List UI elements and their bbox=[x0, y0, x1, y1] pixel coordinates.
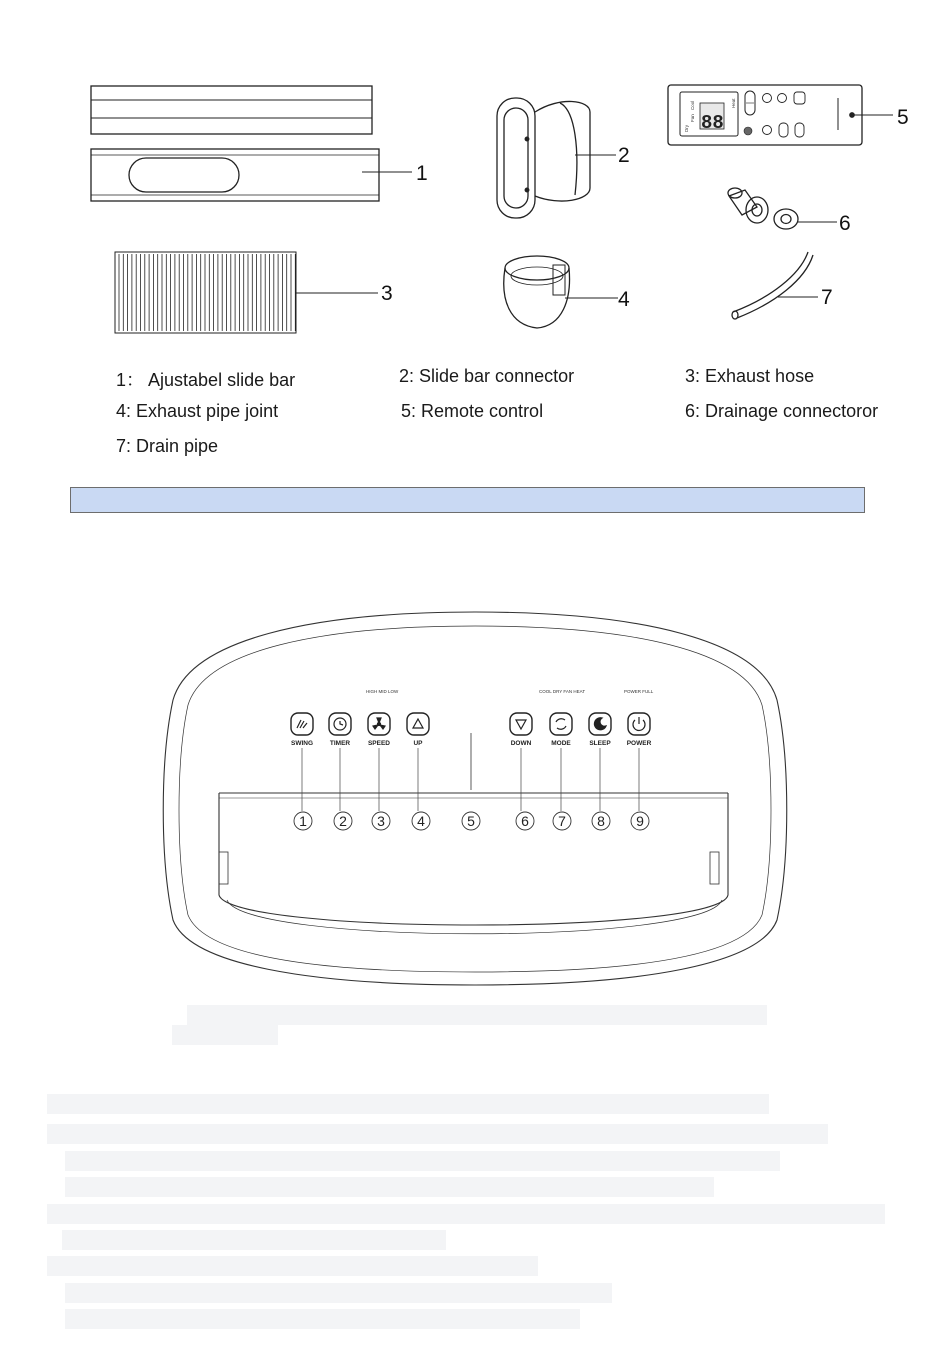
panel-callout-2 bbox=[334, 812, 352, 830]
panel-button-timer[interactable] bbox=[329, 713, 351, 747]
remote-label-dry: Dry bbox=[684, 125, 689, 132]
callout-3: 3 bbox=[381, 282, 393, 305]
legend-item-7: 7: Drain pipe bbox=[116, 436, 219, 456]
svg-text:2: 2 bbox=[339, 813, 347, 829]
panel-button-label: SPEED bbox=[367, 740, 391, 747]
panel-button-speed[interactable] bbox=[368, 713, 390, 747]
panel-callout-9 bbox=[631, 812, 649, 830]
panel-callout-3 bbox=[372, 812, 390, 830]
legend-item-1: 1： Ajustabel slide bar bbox=[116, 370, 296, 390]
panel-button-up[interactable] bbox=[407, 713, 429, 747]
callout-2: 2 bbox=[618, 144, 630, 167]
legend-item-3: 3: Exhaust hose bbox=[685, 366, 815, 386]
remote-lcd-digits: 88 bbox=[701, 112, 724, 134]
panel-button-swing[interactable] bbox=[291, 713, 313, 747]
redacted-paragraph bbox=[47, 1256, 538, 1276]
exhaust-pipe-joint-illustration bbox=[504, 256, 618, 328]
redacted-caption bbox=[172, 1025, 278, 1045]
panel-callout-7 bbox=[553, 812, 571, 830]
panel-button-label: UP bbox=[413, 740, 423, 747]
callout-6: 6 bbox=[839, 212, 851, 235]
drain-pipe-illustration bbox=[732, 252, 818, 319]
redacted-paragraph bbox=[47, 1124, 828, 1144]
panel-button-sleep[interactable] bbox=[589, 713, 611, 747]
redacted-paragraph bbox=[65, 1177, 714, 1197]
panel-callout-8 bbox=[592, 812, 610, 830]
slide-bar-connector-illustration bbox=[497, 98, 616, 218]
panel-button-label: POWER bbox=[626, 740, 652, 747]
status-indicator-labels: POWER FULL bbox=[624, 689, 654, 694]
redacted-paragraph bbox=[47, 1094, 769, 1114]
speed-indicator-labels: HIGH MID LOW bbox=[366, 689, 399, 694]
redacted-caption bbox=[187, 1005, 767, 1025]
panel-callout-1 bbox=[294, 812, 312, 830]
panel-button-label: SLEEP bbox=[589, 740, 611, 747]
redacted-paragraph bbox=[62, 1230, 446, 1250]
slide-bar-illustration bbox=[91, 86, 412, 201]
callout-5: 5 bbox=[897, 106, 909, 129]
drainage-connector-illustration bbox=[728, 188, 837, 229]
redacted-paragraph bbox=[65, 1309, 580, 1329]
panel-callout-4 bbox=[412, 812, 430, 830]
panel-callout-6 bbox=[516, 812, 534, 830]
exhaust-hose-illustration bbox=[115, 252, 378, 333]
panel-callout-5 bbox=[462, 812, 480, 830]
remote-label-fan: Fan bbox=[690, 114, 695, 122]
svg-text:1: 1 bbox=[299, 813, 307, 829]
callout-4: 4 bbox=[618, 288, 630, 311]
control-panel-illustration bbox=[163, 612, 787, 985]
svg-text:9: 9 bbox=[636, 813, 644, 829]
legend-item-2: 2: Slide bar connector bbox=[399, 366, 575, 386]
redacted-paragraph bbox=[47, 1204, 885, 1224]
redacted-paragraph bbox=[65, 1283, 612, 1303]
panel-button-mode[interactable] bbox=[550, 713, 572, 747]
panel-button-power[interactable] bbox=[627, 713, 652, 747]
panel-button-label: MODE bbox=[551, 740, 571, 747]
svg-text:6: 6 bbox=[521, 813, 529, 829]
remote-label-cool: Cool bbox=[690, 100, 695, 110]
svg-text:7: 7 bbox=[558, 813, 566, 829]
legend-item-4: 4: Exhaust pipe joint bbox=[116, 401, 279, 421]
legend-item-6: 6: Drainage connectoror bbox=[685, 401, 879, 421]
remote-label-heat: Heat bbox=[731, 98, 736, 108]
legend-item-5: 5: Remote control bbox=[401, 401, 544, 421]
callout-1: 1 bbox=[416, 162, 428, 185]
panel-button-label: TIMER bbox=[329, 740, 351, 747]
panel-button-label: SWING bbox=[290, 740, 314, 747]
svg-text:4: 4 bbox=[417, 813, 425, 829]
mode-indicator-labels: COOL DRY FAN HEAT bbox=[539, 689, 586, 694]
svg-text:5: 5 bbox=[467, 813, 475, 829]
panel-button-label: DOWN bbox=[510, 740, 532, 747]
svg-text:3: 3 bbox=[377, 813, 385, 829]
section-heading-bar bbox=[70, 487, 865, 513]
panel-button-down[interactable] bbox=[510, 713, 532, 747]
callout-7: 7 bbox=[821, 286, 833, 309]
redacted-paragraph bbox=[65, 1151, 780, 1171]
svg-text:8: 8 bbox=[597, 813, 605, 829]
